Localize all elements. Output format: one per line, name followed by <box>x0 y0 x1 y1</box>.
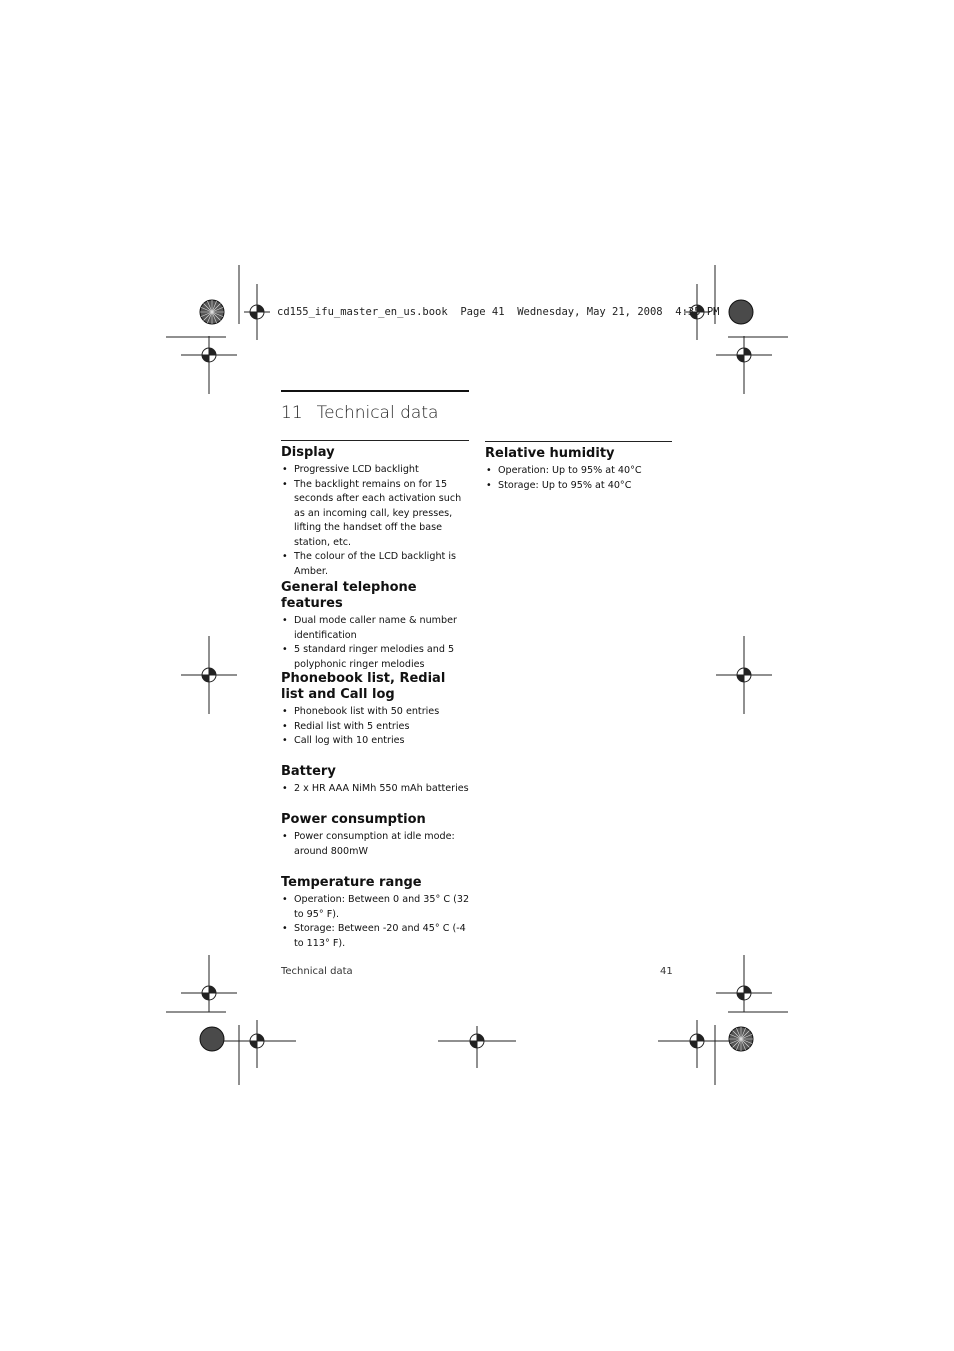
print-header: cd155_ifu_master_en_us.book Page 41 Wednesday, May 21, 2008 4:35 PM <box>277 306 720 318</box>
bullet-list <box>281 705 463 749</box>
bullet-list <box>281 893 473 951</box>
section-general-telephone-features <box>281 580 473 672</box>
section-display <box>281 445 473 579</box>
list-item: • Storage: Up to 95% at 40°C <box>485 479 677 494</box>
bullet-list <box>281 614 473 672</box>
color-bar-circle-icon <box>200 1027 224 1051</box>
column-rule-right <box>485 441 672 442</box>
list-item: • The colour of the LCD backlight is Amber. <box>281 550 473 579</box>
list-item: • Redial list with 5 entries <box>281 720 463 735</box>
chapter-heading <box>281 403 438 423</box>
bullet-list <box>281 782 481 797</box>
bullet-list <box>485 464 677 493</box>
color-bar-circle-icon <box>729 300 753 324</box>
section-title: Display <box>281 445 335 460</box>
list-item: • Operation: Between 0 and 35° C (32 to 95° F). <box>281 893 473 922</box>
color-bar-circle-icon <box>729 1027 753 1051</box>
section-phonebook-redial-call-log <box>281 671 463 749</box>
section-temperature-range <box>281 875 473 951</box>
list-item: • Operation: Up to 95% at 40°C <box>485 464 677 479</box>
chapter-number: 11 <box>281 403 303 423</box>
color-bar-circle-icon <box>200 300 224 324</box>
section-battery <box>281 764 481 797</box>
footer-section-name: Technical data <box>281 966 353 977</box>
list-item: • Call log with 10 entries <box>281 734 463 749</box>
list-item: • Progressive LCD backlight <box>281 463 473 478</box>
list-item: • Phonebook list with 50 entries <box>281 705 463 720</box>
list-item: • Storage: Between -20 and 45° C (-4 to 113° F). <box>281 922 473 951</box>
list-item: • 5 standard ringer melodies and 5 polyphonic ringer melodies <box>281 643 473 672</box>
bullet-list <box>281 463 473 579</box>
section-relative-humidity <box>485 446 677 493</box>
bullet-list <box>281 830 473 859</box>
section-title: Phonebook list, Redial list and Call log <box>281 671 446 702</box>
list-item: • Power consumption at idle mode: around 800mW <box>281 830 473 859</box>
section-title: Power consumption <box>281 812 426 827</box>
list-item: • The backlight remains on for 15 seconds after each activation such as an incoming call, key presses, lifting the handset off the base station, etc. <box>281 478 473 551</box>
section-title: Battery <box>281 764 336 779</box>
section-title: Temperature range <box>281 875 422 890</box>
section-power-consumption <box>281 812 473 859</box>
chapter-title: Technical data <box>316 403 439 423</box>
footer-page-number: 41 <box>660 966 673 977</box>
chapter-rule <box>281 390 469 392</box>
section-title: Relative humidity <box>485 446 615 461</box>
column-rule-left <box>281 440 469 441</box>
section-title: General telephone features <box>281 580 417 611</box>
list-item: • 2 x HR AAA NiMh 550 mAh batteries <box>281 782 481 797</box>
list-item: • Dual mode caller name & number identification <box>281 614 473 643</box>
